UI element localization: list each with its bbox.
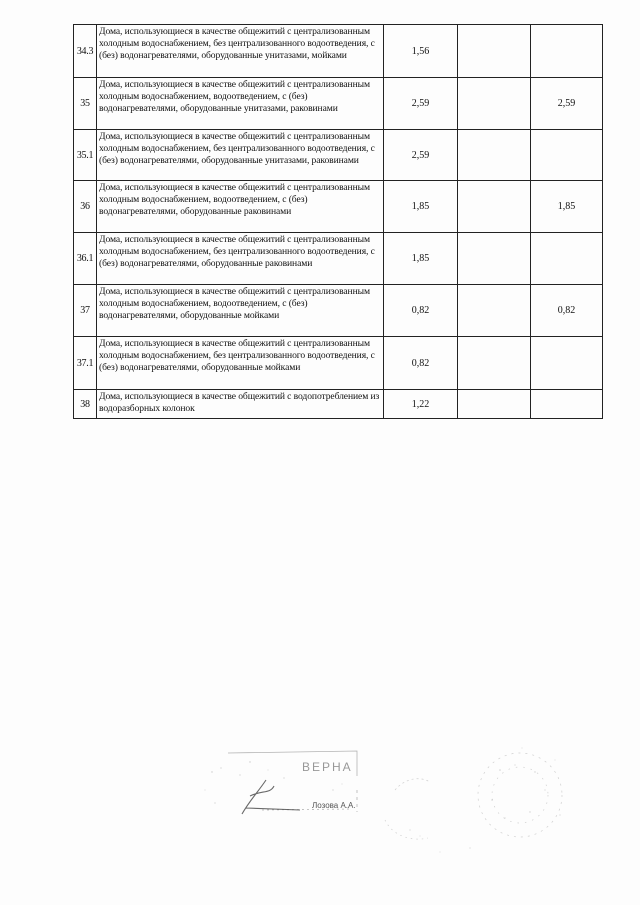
row-number: 36.1 xyxy=(74,233,97,285)
row-value-3: 0,82 xyxy=(531,285,603,337)
round-seal xyxy=(385,753,562,839)
row-number: 38 xyxy=(74,390,97,419)
row-value-3 xyxy=(531,390,603,419)
row-number: 34.3 xyxy=(74,25,97,78)
verified-stamp xyxy=(228,751,357,812)
row-value-2 xyxy=(458,25,531,78)
row-description-text: Дома, использующиеся в качестве общежитий с централизованным холодным водоснабжением, водоотведением, с (без) водонагревателями, оборудованные раковинами xyxy=(99,182,370,218)
row-description xyxy=(97,130,384,181)
row-value-1: 0,82 xyxy=(384,337,458,390)
row-description-text: Дома, использующиеся в качестве общежитий с централизованным холодным водоснабжением, без централизованного водоотведения, с (без) водонагревателями, оборудованные мойками xyxy=(99,338,375,374)
row-value-3 xyxy=(531,337,603,390)
row-value-3 xyxy=(531,25,603,78)
row-number: 36 xyxy=(74,181,97,233)
row-description-text: Дома, использующиеся в качестве общежитий с централизованным холодным водоснабжением, без централизованного водоотведения, с (без) водонагревателями, оборудованные унитазами, мойками xyxy=(99,26,375,62)
table-row xyxy=(74,337,603,390)
row-value-3: 1,85 xyxy=(531,181,603,233)
row-value-1: 1,22 xyxy=(384,390,458,419)
row-description-text: Дома, использующиеся в качестве общежитий с централизованным холодным водоснабжением, без централизованного водоотведения, с (без) водонагревателями, оборудованные унитазами, раковинами xyxy=(99,131,375,167)
row-description xyxy=(97,233,384,285)
row-value-2 xyxy=(458,285,531,337)
row-value-2 xyxy=(458,78,531,130)
row-value-2 xyxy=(458,181,531,233)
row-value-3 xyxy=(531,233,603,285)
row-value-1: 0,82 xyxy=(384,285,458,337)
row-value-1: 1,85 xyxy=(384,233,458,285)
row-description-text: Дома, использующиеся в качестве общежитий с централизованным холодным водоснабжением, водоотведением, с (без) водонагревателями, оборудованные мойками xyxy=(99,286,370,322)
table-row xyxy=(74,285,603,337)
table-row xyxy=(74,181,603,233)
row-value-2 xyxy=(458,390,531,419)
row-value-2 xyxy=(458,130,531,181)
table-row xyxy=(74,233,603,285)
row-number: 37 xyxy=(74,285,97,337)
signer-name: Лозова А.А. xyxy=(312,801,356,810)
row-number: 35.1 xyxy=(74,130,97,181)
table-row xyxy=(74,130,603,181)
water-norms-table xyxy=(73,24,603,419)
row-description xyxy=(97,78,384,130)
row-value-1: 2,59 xyxy=(384,130,458,181)
row-description xyxy=(97,285,384,337)
row-value-3 xyxy=(531,130,603,181)
table-row xyxy=(74,78,603,130)
table-row xyxy=(74,25,603,78)
row-value-2 xyxy=(458,233,531,285)
row-description-text: Дома, использующиеся в качестве общежитий с водопотреблением из водоразборных колонок xyxy=(99,391,380,415)
row-description-text: Дома, использующиеся в качестве общежитий с централизованным холодным водоснабжением, водоотведением, с (без) водонагревателями, оборудованные унитазами, раковинами xyxy=(99,79,370,115)
row-description xyxy=(97,181,384,233)
row-description xyxy=(97,390,384,419)
row-value-1: 1,56 xyxy=(384,25,458,78)
stamp-text: ВЕРНА xyxy=(302,760,353,774)
seal-speckle xyxy=(409,748,560,853)
row-number: 35 xyxy=(74,78,97,130)
row-value-2 xyxy=(458,337,531,390)
row-number: 37.1 xyxy=(74,337,97,390)
row-value-1: 2,59 xyxy=(384,78,458,130)
row-description xyxy=(97,337,384,390)
row-value-1: 1,85 xyxy=(384,181,458,233)
stamp-speckle xyxy=(205,761,343,803)
row-description xyxy=(97,25,384,78)
row-value-3: 2,59 xyxy=(531,78,603,130)
signature-stroke xyxy=(242,780,300,814)
row-description-text: Дома, использующиеся в качестве общежитий с централизованным холодным водоснабжением, без централизованного водоотведения, с (без) водонагревателями, оборудованные раковинами xyxy=(99,234,375,270)
table-row xyxy=(74,390,603,419)
